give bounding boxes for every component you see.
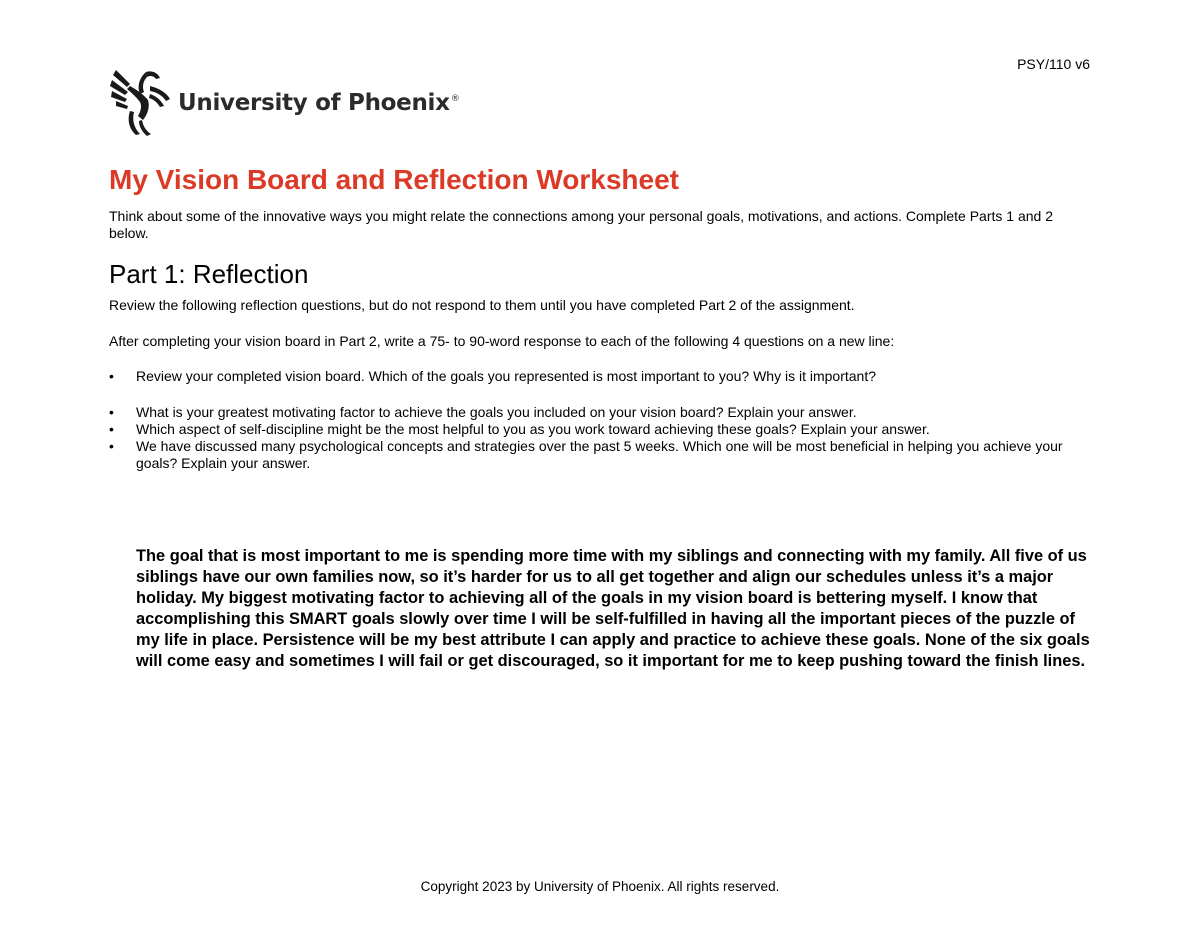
registered-mark: ® [450, 94, 460, 104]
phoenix-bird-icon [110, 64, 172, 136]
question-item [109, 438, 1094, 472]
instruction-paragraph-2: After completing your vision board in Part 2, write a 75- to 90-word response to each of the following 4 questions on a new line: [109, 333, 895, 349]
question-list-rest [109, 404, 1094, 472]
course-code: PSY/110 v6 [1017, 56, 1090, 72]
bullet-icon: • [109, 438, 114, 454]
part-1-heading: Part 1: Reflection [109, 259, 309, 289]
logo-text: University of Phoenix [178, 90, 450, 116]
instruction-paragraph-1: Review the following reflection questions, but do not respond to them until you have completed Part 2 of the assignment. [109, 297, 855, 313]
question-text: What is your greatest motivating factor to achieve the goals you included on your vision board? Explain your answer. [136, 404, 857, 420]
intro-paragraph: Think about some of the innovative ways you might relate the connections among your personal goals, motivations, and actions. Complete Parts 1 and 2 below. [109, 208, 1053, 241]
bullet-icon: • [109, 404, 114, 420]
question-text: We have discussed many psychological concepts and strategies over the past 5 weeks. Which one will be most beneficial in helping you achieve your goals? Explain your answer. [136, 438, 1063, 471]
document-title: My Vision Board and Reflection Worksheet [109, 164, 679, 195]
copyright-footer: Copyright 2023 by University of Phoenix. All rights reserved. [420, 879, 780, 894]
student-response[interactable]: The goal that is most important to me is spending more time with my siblings and connecting with my family. All five of us siblings have our own families now, so it’s harder for us to all get together and align our schedules unless it’s a major holiday. My biggest motivating factor to achieving all of the goals in my vision board is bettering myself. I know that accomplishing this SMART goals slowly over time I will be self-fulfilled in having all the important pieces of the puzzle of my life in place. Persistence will be my best attribute I can apply and practice to achieve these goals. None of the six goals will come easy and sometimes I will fail or get discouraged, so it important for me to keep pushing toward the finish lines. [136, 547, 1090, 670]
question-text: Which aspect of self-discipline might be the most helpful to you as you work toward achieving these goals? Explain your answer. [136, 421, 930, 437]
bullet-icon: • [109, 421, 114, 437]
logo-wordmark [178, 90, 459, 116]
question-item [109, 421, 1094, 438]
question-list-first [109, 368, 1094, 385]
bullet-icon: • [109, 368, 114, 384]
question-item [109, 368, 1094, 385]
university-logo [110, 64, 459, 136]
question-text: Review your completed vision board. Which of the goals you represented is most important to you? Why is it important? [136, 368, 877, 384]
question-item [109, 404, 1094, 421]
